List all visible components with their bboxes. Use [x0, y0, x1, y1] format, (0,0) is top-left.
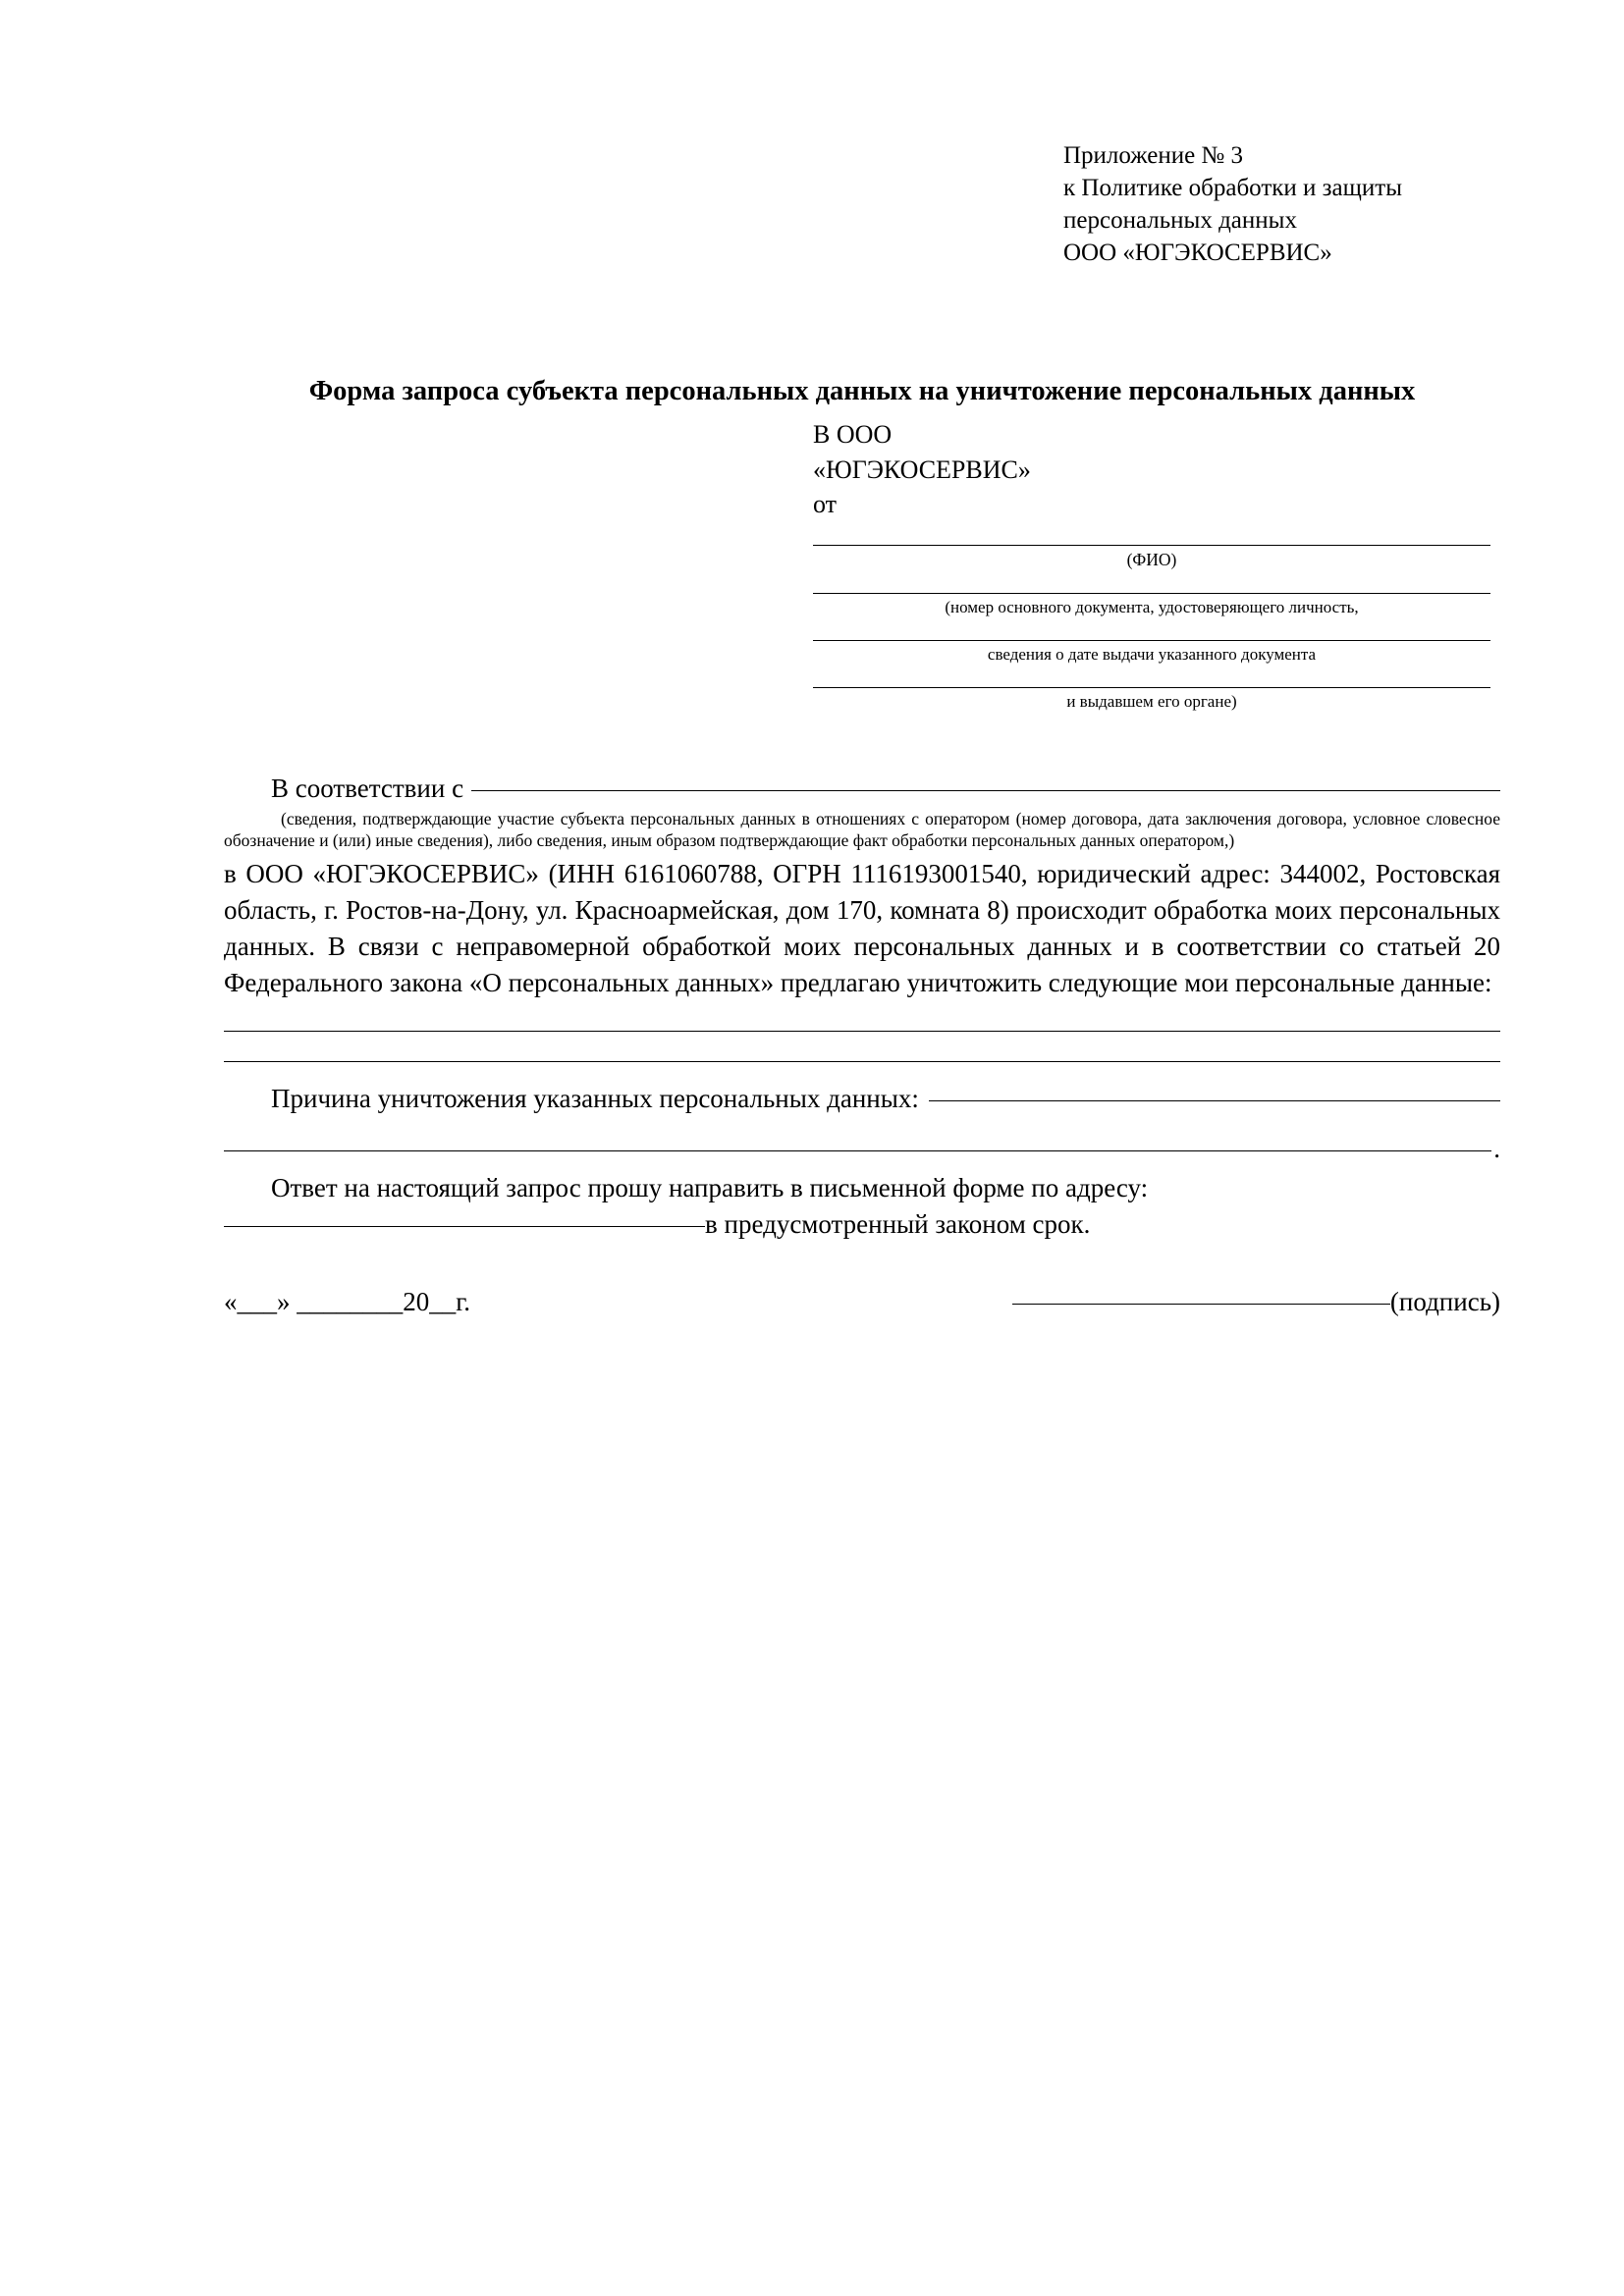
fio-field-line[interactable] — [813, 545, 1490, 546]
reason-row — [224, 1084, 1500, 1114]
answer-address-row — [224, 1209, 1500, 1240]
document-content — [224, 139, 1500, 1317]
signature-row — [224, 1287, 1500, 1317]
document-issuer-field-line[interactable] — [813, 687, 1490, 688]
main-paragraph: в ООО «ЮГЭКОСЕРВИС» (ИНН 6161060788, ОГРН 1116193001540, юридический адрес: 344002, Ростовская область, г. Ростов-на-Дону, ул. Красноармейская, дом 170, комната 8) происходит обработка моих персональных данных. В связи с неправомерной обработкой моих персональных данных и в соответствии со статьей 20 Федерального закона «О персональных данных» предлагаю уничтожить следующие мои персональные данные: — [224, 858, 1500, 997]
applicant-fields — [813, 545, 1490, 713]
addressee-block — [813, 417, 1500, 520]
signature-field-line[interactable] — [1012, 1304, 1390, 1305]
appendix-number: Приложение № 3 — [1063, 142, 1244, 169]
appendix-policy-line-2: персональных данных — [1063, 207, 1297, 234]
document-number-field-line[interactable] — [813, 593, 1490, 594]
appendix-header — [1063, 139, 1500, 269]
reason-period: . — [1493, 1133, 1500, 1163]
document-issuer-caption: и выдавшем его органе) — [1066, 691, 1237, 711]
reason-label: Причина уничтожения указанных персональных данных: — [271, 1083, 919, 1113]
data-list-line-2[interactable] — [224, 1061, 1500, 1062]
answer-address-field-line[interactable] — [224, 1226, 705, 1227]
data-list-line-1[interactable] — [224, 1031, 1500, 1032]
addressee-from: от — [813, 489, 838, 518]
reason-tail-row — [224, 1134, 1500, 1164]
page-title: Форма запроса субъекта персональных данных на уничтожение персональных данных — [308, 376, 1416, 406]
document-date-caption: сведения о дате выдачи указанного документа — [987, 644, 1317, 664]
reason-field-line-2[interactable] — [224, 1150, 1491, 1151]
accordance-row — [224, 774, 1500, 804]
accordance-note-text: (сведения, подтверждающие участие субъекта персональных данных в отношениях с оператором (номер договора, дата заключения договора, условное словесное обозначение и (или) иные сведения), либо сведения, иным образом подтверждающие факт обработки персональных данных оператором,) — [224, 808, 1500, 851]
accordance-label: В соответствии с — [271, 773, 464, 803]
signature-label: (подпись) — [1389, 1287, 1500, 1317]
answer-tail-text: в предусмотренный законом срок. — [705, 1209, 1091, 1240]
reason-field-line[interactable] — [929, 1100, 1500, 1101]
answer-paragraph — [224, 1170, 1500, 1206]
accordance-note — [224, 808, 1500, 852]
fio-caption: (ФИО) — [1126, 549, 1177, 569]
document-number-caption: (номер основного документа, удостоверяющего личность, — [945, 597, 1359, 616]
accordance-field-line[interactable] — [471, 790, 1500, 791]
addressee-org-name: «ЮГЭКОСЕРВИС» — [813, 454, 1031, 484]
appendix-policy-line-1: к Политике обработки и защиты — [1063, 175, 1403, 201]
document-date-field-line[interactable] — [813, 640, 1490, 641]
addressee-org-prefix: В ООО — [813, 420, 893, 450]
signature-date[interactable]: «___» ________20__г. — [224, 1287, 471, 1317]
answer-text: Ответ на настоящий запрос прошу направить в письменной форме по адресу: — [271, 1172, 1149, 1202]
appendix-company: ООО «ЮГЭКОСЕРВИС» — [1063, 240, 1332, 266]
